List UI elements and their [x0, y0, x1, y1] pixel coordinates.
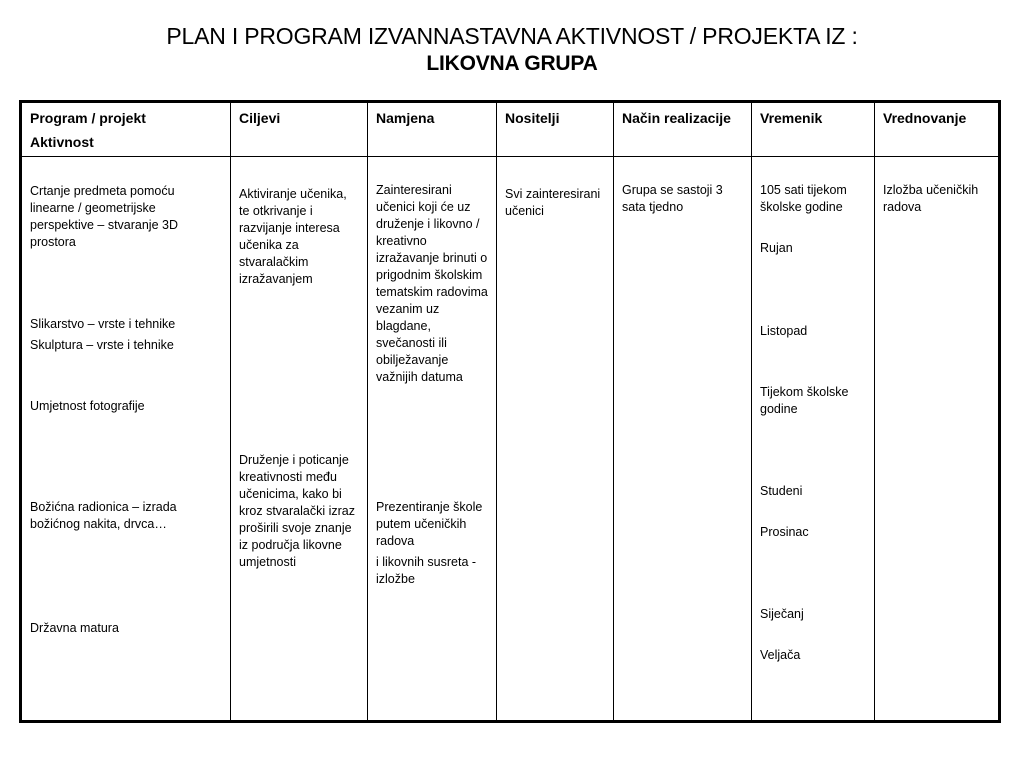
program-item: Skulptura – vrste i tehnike — [30, 338, 174, 352]
vrednovanje-item: Izložba učeničkih radova — [883, 183, 979, 214]
header-ciljevi: Ciljevi — [231, 103, 368, 157]
page-title — [0, 22, 1024, 78]
ciljevi-item: Aktiviranje učenika, te otkrivanje i razvijanje interesa učenika za stvaralačkim izražavanjem — [239, 187, 347, 286]
cell-nositelji — [497, 157, 614, 723]
ciljevi-item: Druženje i poticanje kreativnosti među učenicima, kako bi kroz stvaralački izraz proširili svoje znanje iz područja likovne umjetnosti — [239, 453, 355, 569]
header-program — [22, 103, 231, 157]
header-nositelji: Nositelji — [497, 103, 614, 157]
vremenik-item: Prosinac — [760, 525, 809, 539]
vremenik-item: Studeni — [760, 484, 803, 498]
cell-ciljevi — [231, 157, 368, 723]
program-item: Državna matura — [30, 621, 119, 635]
plan-table — [21, 102, 1000, 723]
program-item: Božićna radionica – izrada božićnog nakita, drvca… — [30, 500, 177, 531]
header-program-sublabel: Aktivnost — [30, 134, 94, 150]
nositelji-item: Svi zainteresirani učenici — [505, 187, 601, 218]
vremenik-item: Listopad — [760, 324, 808, 338]
namjena-item: Prezentiranje škole putem učeničkih radova — [376, 500, 483, 548]
vremenik-item: Siječanj — [760, 607, 804, 621]
header-nacin-realizacije: Način realizacije — [614, 103, 752, 157]
cell-nacin-realizacije — [614, 157, 752, 723]
header-program-label: Program / projekt — [30, 110, 146, 126]
vremenik-item: Rujan — [760, 241, 793, 255]
header-vremenik: Vremenik — [752, 103, 875, 157]
vremenik-item: Tijekom školske godine — [760, 385, 849, 416]
title-line-2: LIKOVNA GRUPA — [426, 52, 598, 75]
title-line-1: PLAN I PROGRAM IZVANNASTAVNA AKTIVNOST / PROJEKTA IZ : — [166, 23, 858, 49]
vremenik-item: Veljača — [760, 648, 801, 662]
table-row — [22, 157, 1000, 723]
header-namjena: Namjena — [368, 103, 497, 157]
cell-namjena — [368, 157, 497, 723]
header-vrednovanje: Vrednovanje — [875, 103, 1000, 157]
cell-vrednovanje — [875, 157, 1000, 723]
header-row — [22, 103, 1000, 157]
cell-vremenik — [752, 157, 875, 723]
cell-program — [22, 157, 231, 723]
namjena-item: i likovnih susreta - izložbe — [376, 555, 477, 586]
program-item: Crtanje predmeta pomoću linearne / geometrijske perspektive – stvaranje 3D prostora — [30, 184, 178, 249]
program-item: Slikarstvo – vrste i tehnike — [30, 317, 176, 331]
vremenik-item: 105 sati tijekom školske godine — [760, 183, 847, 214]
nacin-item: Grupa se sastoji 3 sata tjedno — [622, 183, 723, 214]
namjena-item: Zainteresirani učenici koji će uz druženje i likovno / kreativno izražavanje brinuti o prigodnim školskim tematskim radovima vezanim uz blagdane, svečanosti ili obilježavanje važnijih datuma — [376, 183, 488, 384]
program-item: Umjetnost fotografije — [30, 399, 145, 413]
